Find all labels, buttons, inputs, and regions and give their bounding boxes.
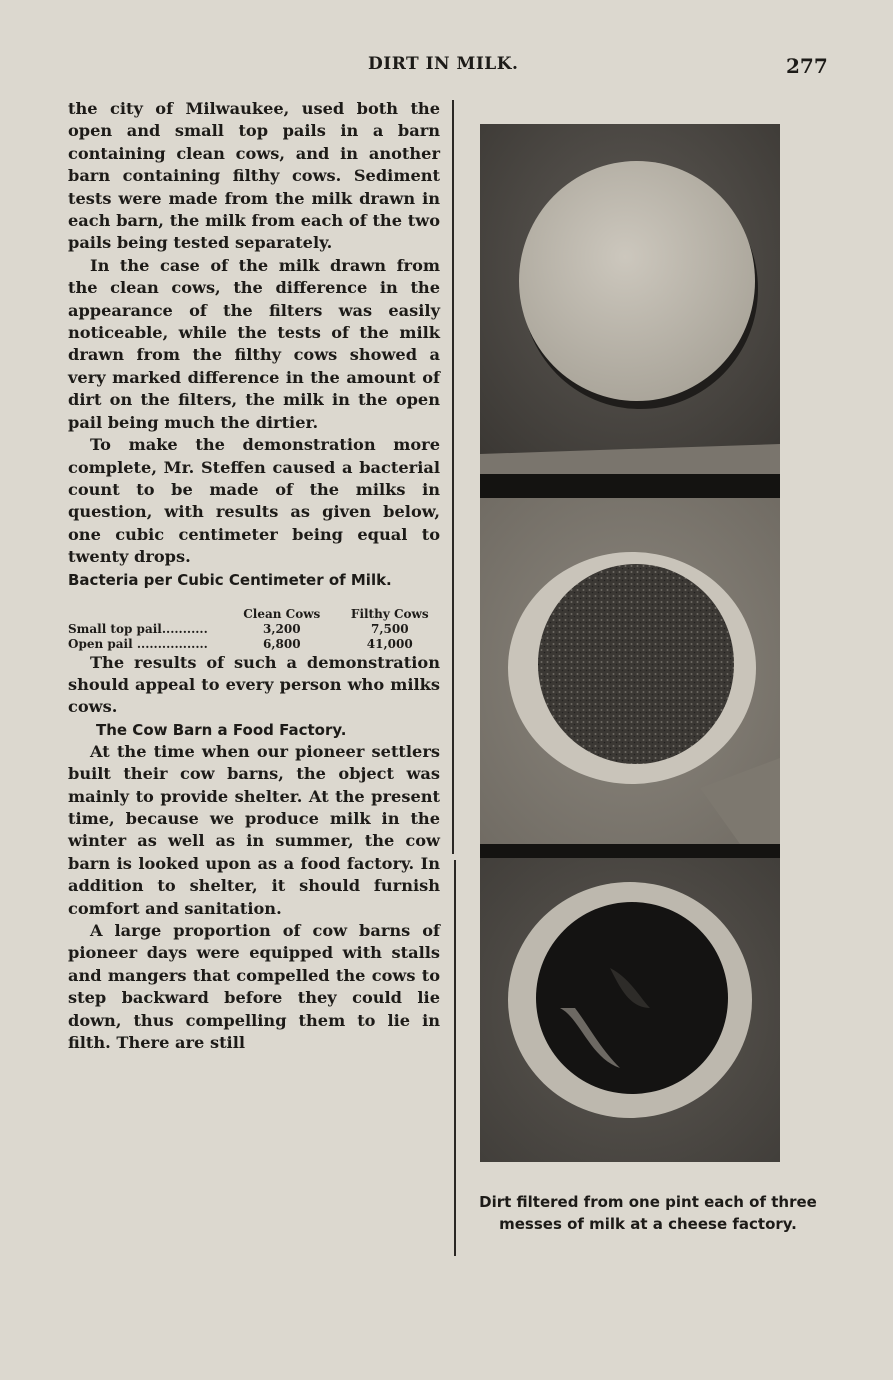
clean-filter-photo: [480, 124, 780, 474]
column-header-clean: Clean Cows: [243, 606, 321, 621]
paragraph: To make the demonstration more complete, Mr. Steffen caused a bacterial count to be made of the milks in question, with results as given below, one cubic centimeter being equal to twenty drops.: [68, 435, 440, 567]
running-head: DIRT IN MILK.: [368, 54, 519, 74]
filter-photographs: [480, 124, 790, 1162]
table-row: [68, 637, 444, 652]
cell-filthy: 7,500: [370, 621, 409, 636]
section-title: The Cow Barn a Food Factory.: [96, 720, 347, 739]
photo-separator: [480, 474, 780, 498]
column-rule: [454, 860, 456, 1256]
cell-filthy: 41,000: [366, 636, 413, 651]
table-title: Bacteria per Cubic Centimeter of Milk.: [68, 570, 392, 589]
figure-caption: Dirt filtered from one pint each of three messes of milk at a cheese factory.: [479, 1193, 817, 1233]
paragraph: A large proportion of cow barns of pioneer days were equipped with stalls and mangers that compelled the cows to step backward before they could lie down, thus compelling them to lie in filth. There are still: [68, 921, 440, 1053]
row-label: Small top pail...........: [68, 621, 208, 636]
paragraph: The results of such a demonstration should appeal to every person who milks cows.: [68, 652, 440, 717]
column-rule: [452, 100, 454, 854]
text-column: [68, 98, 440, 1054]
paragraph: At the time when our pioneer settlers built their cow barns, the object was mainly to provide shelter. At the present time, because we produce milk in the winter as well as in summer, the cow barn is looked upon as a food factory. In addition to shelter, it should furnish comfort and sanitation.: [68, 741, 440, 918]
paragraph: the city of Milwaukee, used both the open and small top pails in a barn containing clean cows, and in another barn containing filthy cows. Sediment tests were made from the milk drawn in each barn, the milk from each of the two pails being tested separately.: [68, 99, 440, 253]
dirty-filter-photo: [480, 498, 780, 844]
table-header-row: [68, 607, 444, 622]
bacteria-table: [68, 607, 444, 652]
table-row: [68, 622, 444, 637]
page-number: 277: [786, 54, 828, 78]
row-label: Open pail .................: [68, 636, 208, 651]
very-dirty-filter-photo: [480, 858, 780, 1162]
cell-clean: 3,200: [262, 621, 301, 636]
photo-separator: [480, 844, 780, 858]
column-header-filthy: Filthy Cows: [350, 606, 429, 621]
paragraph: In the case of the milk drawn from the clean cows, the difference in the appearance of the filters was easily noticeable, while the tests of the milk drawn from the filthy cows showed a very marked difference in the amount of dirt on the filters, the milk in the open pail being much the dirtier.: [68, 255, 440, 432]
cell-clean: 6,800: [262, 636, 301, 651]
